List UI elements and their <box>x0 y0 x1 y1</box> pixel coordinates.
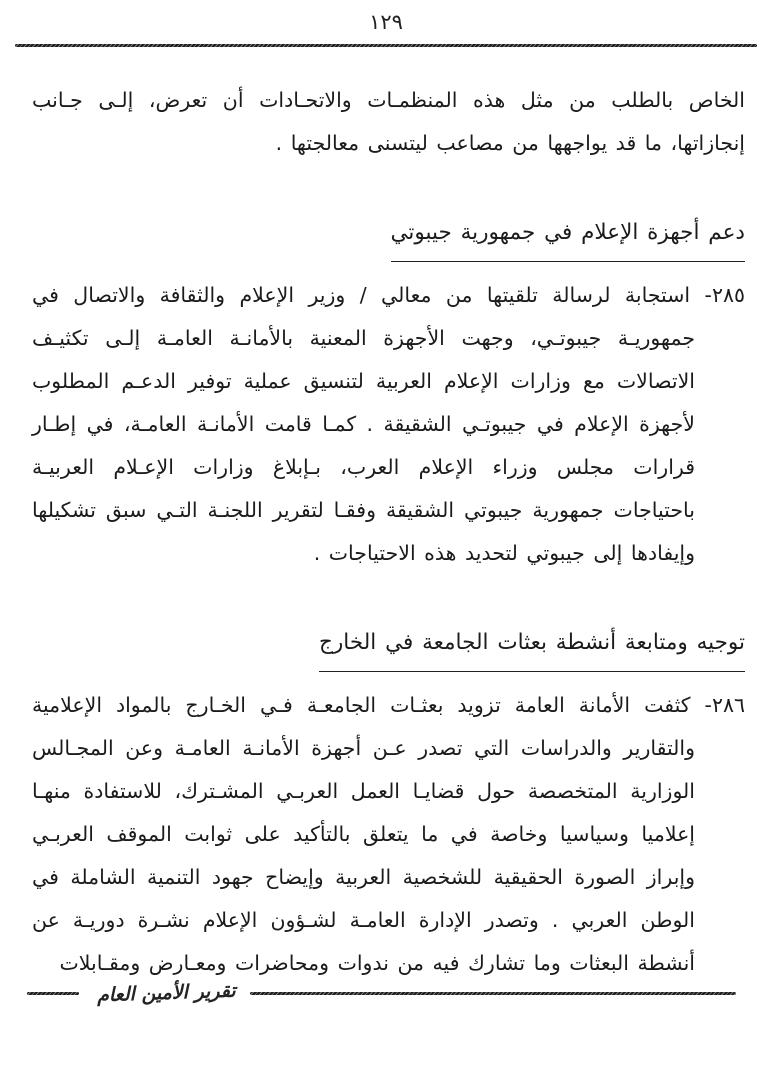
paragraph-286-number: ٢٨٦- <box>704 693 745 717</box>
paragraph-286-body: كثفت الأمانة العامة تزويد بعثـات الجامعـة فـي الخـارج بالمواد الإعلامية والتقارير والدراسات التي تصدر عـن أجهزة الأمانـة العامـة وعن المجـالس الوزارية المتخصصة حول قضايـا العمل العربـي المشـترك، للاستفادة منهـا إعلاميا وسياسيا وخاصة في ما يتعلق بالتأكيد على ثوابت الموقف العربـي وإبراز الصورة الحقيقية للشخصية العربية وإيضاح جهود التنمية الشاملة في الوطن العربي . وتصدر الإدارة العامـة لشـؤون الإعلام نشـرة دوريـة عن أنشطة البعثات وما تشارك فيه من ندوات ومحاضرات ومعـارض ومقـابلات <box>32 693 695 975</box>
paragraph-285-number: ٢٨٥- <box>704 283 745 307</box>
page-footer <box>17 979 742 1007</box>
footer-rule-short <box>27 992 79 995</box>
footer-rule-long <box>250 992 736 995</box>
footer-signature-text: تقرير الأمين العام <box>96 979 237 1007</box>
intro-paragraph: الخاص بالطلب من مثل هذه المنظمـات والاتحـادات أن تعرض، إلـى جـانب إنجازاتها، ما قد يواجهها من مصاعب ليتسنى معالجتها . <box>32 88 745 155</box>
section-heading-missions-abroad <box>32 621 745 672</box>
paragraph-285 <box>32 274 745 575</box>
paragraph-285-body: استجابة لرسالة تلقيتها من معالي / وزير الإعلام والثقافة والاتصال في جمهوريـة جيبوتـي، وجهت الأجهزة المعنية بالأمانـة العامـة إلـى تكثيـف الاتصالات مع وزارات الإعلام العربية لتنسيق عملية توفير الدعـم المطلوب لأجهزة الإعلام في جيبوتـي الشقيقة . كمـا قامت الأمانـة العامـة، في إطـار قرارات مجلس وزراء الإعلام العرب، بـإبلاغ وزارات الإعـلام العربيـة باحتياجات جمهورية جيبوتي الشقيقة وفقـا لتقرير اللجنـة التـي سبق تشكيلها وإيفادها إلى جيبوتي لتحديد هذه الاحتياجات . <box>32 283 695 565</box>
section-heading-text: توجيه ومتابعة أنشطة بعثات الجامعة في الخارج <box>319 621 745 672</box>
paragraph-286 <box>32 684 745 985</box>
top-horizontal-rule <box>15 44 757 47</box>
page-body <box>0 79 772 985</box>
section-heading-djibouti-media-support <box>32 211 745 262</box>
section-heading-text: دعم أجهزة الإعلام في جمهورية جيبوتي <box>391 211 746 262</box>
page-number: ١٢٩ <box>369 10 403 34</box>
